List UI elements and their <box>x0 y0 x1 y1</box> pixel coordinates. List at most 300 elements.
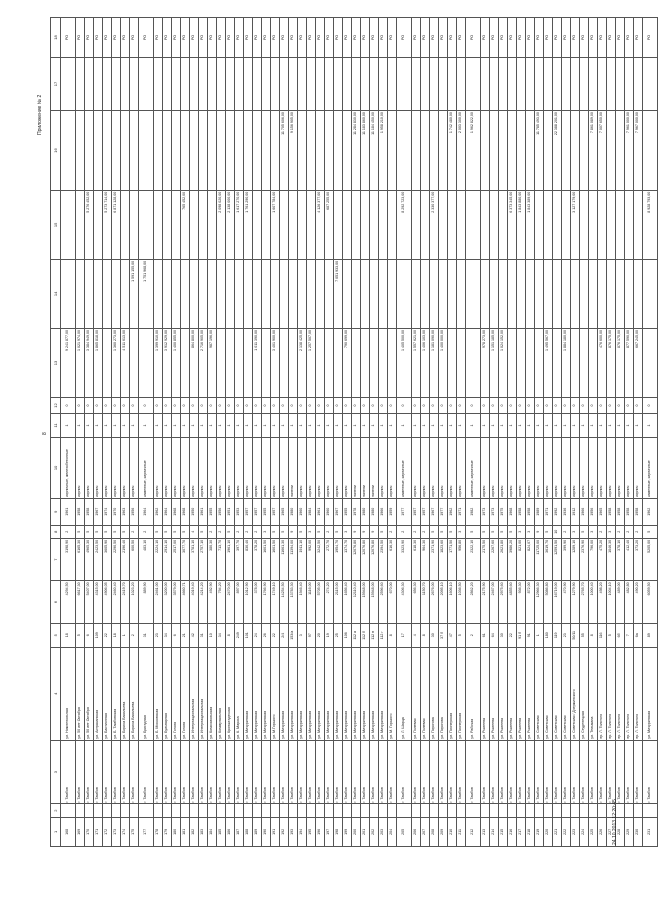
table-cell: 11 184 450,00 <box>370 111 379 191</box>
table-cell: пр. Л. Толстого <box>625 647 634 740</box>
table-cell <box>172 190 181 259</box>
table-cell: 2 716 905,00 <box>199 328 208 397</box>
table-cell <box>448 804 457 817</box>
table-cell <box>343 111 352 191</box>
table-cell <box>130 57 139 110</box>
table-cell: РО <box>421 18 430 58</box>
table-cell <box>262 111 271 191</box>
table-cell: 1023,20 <box>130 581 139 624</box>
table-cell: 5 <box>334 525 343 538</box>
table-cell <box>244 804 253 817</box>
table-cell <box>76 57 85 110</box>
table-cell: 6059,50 <box>643 581 658 624</box>
table-cell: ул. Мичуринская <box>244 647 253 740</box>
table-cell: 1 962 822,00 <box>466 111 481 191</box>
table-cell <box>412 111 421 191</box>
table-cell: пр. Л. Толстого <box>616 647 625 740</box>
table-cell: 897,00 <box>235 581 244 624</box>
table-cell: каменные, кирпичные <box>139 437 154 498</box>
table-cell <box>334 111 343 191</box>
table-cell: 188 <box>244 817 253 846</box>
table-cell: РО <box>181 18 190 58</box>
table-cell <box>163 57 172 110</box>
table-cell: 2 <box>253 525 262 538</box>
table-cell: 9 241 877,00 <box>61 328 76 397</box>
table-cell: РО <box>163 18 172 58</box>
table-row <box>262 18 271 847</box>
table-cell: 119 <box>553 623 562 647</box>
table-cell: кирпич <box>253 437 262 498</box>
table-cell: 8 292 723,00 <box>397 190 412 259</box>
table-cell: 1 <box>439 413 448 437</box>
table-cell: 1 <box>562 413 571 437</box>
table-cell: 1958 <box>625 499 634 526</box>
table-cell: ул. Астраханская <box>94 647 103 740</box>
table-cell: 1964 <box>163 499 172 526</box>
table-cell <box>130 111 139 191</box>
table-cell: РО <box>61 18 76 58</box>
table-cell <box>457 804 466 817</box>
table-cell: 219 <box>535 817 544 846</box>
column-header: 14 <box>51 259 61 328</box>
table-cell <box>343 57 352 110</box>
table-cell: ул. Бастионная <box>103 647 112 740</box>
table-cell <box>499 190 508 259</box>
table-cell: 470,90 <box>562 581 571 624</box>
table-cell: 0 <box>235 398 244 414</box>
table-cell <box>334 804 343 817</box>
table-cell: 4660,71 <box>181 581 190 624</box>
table-cell: кирпич <box>316 437 325 498</box>
table-cell: 207 <box>421 817 430 846</box>
table-cell: 179 <box>163 817 172 846</box>
table-cell: 1955 <box>343 499 352 526</box>
table-cell: 3605,90 <box>103 538 112 581</box>
table-cell: 5 <box>580 525 589 538</box>
table-cell: 1 <box>208 413 217 437</box>
table-cell: 1 <box>388 413 397 437</box>
table-cell: РО <box>307 18 316 58</box>
table-cell: ул. Мичуринская <box>370 647 379 740</box>
table-cell: 2394,50 <box>379 538 388 581</box>
table-cell: г. Тамбов <box>412 740 421 804</box>
table-cell: 15948,00 <box>361 581 370 624</box>
table-cell: 15948,00 <box>370 581 379 624</box>
table-cell <box>121 259 130 328</box>
table-cell: 2419,70 <box>121 581 130 624</box>
table-cell <box>421 111 430 191</box>
table-cell <box>103 259 112 328</box>
table-cell <box>544 259 553 328</box>
table-row <box>517 18 526 847</box>
table-cell: 212 <box>466 817 481 846</box>
table-cell: кирпич <box>103 437 112 498</box>
table-row <box>457 18 466 847</box>
table-cell: 3 <box>526 525 535 538</box>
table-cell <box>85 804 94 817</box>
table-cell: ул. Рылеева <box>526 647 535 740</box>
table-cell: 1 <box>352 413 361 437</box>
table-cell <box>61 259 76 328</box>
table-cell: 2267,60 <box>490 538 499 581</box>
table-cell: 5 <box>643 525 658 538</box>
table-cell <box>388 804 397 817</box>
table-cell: 5 <box>430 525 439 538</box>
table-cell: 2224,10 <box>154 538 163 581</box>
table-cell: г. Тамбов <box>490 740 499 804</box>
table-cell: 20 <box>316 623 325 647</box>
table-cell: кирпич <box>589 437 598 498</box>
table-cell: 1 151 185,00 <box>490 328 499 397</box>
table-cell <box>553 804 562 817</box>
table-cell: РО <box>235 18 244 58</box>
table-cell: 26 <box>262 623 271 647</box>
table-cell: кирпич <box>598 437 607 498</box>
table-cell <box>448 259 457 328</box>
table-cell <box>571 328 580 397</box>
table-cell: 1968 <box>508 499 517 526</box>
table-cell: 1970 <box>112 499 121 526</box>
table-cell: г. Тамбов <box>589 740 598 804</box>
table-cell: 210 <box>448 817 457 846</box>
table-cell: 6 <box>85 623 94 647</box>
table-cell: РО <box>325 18 334 58</box>
table-cell <box>562 259 571 328</box>
table-cell: 1 <box>343 413 352 437</box>
table-cell: 1950 <box>190 499 199 526</box>
table-cell <box>181 259 190 328</box>
table-cell: 0 <box>535 398 544 414</box>
table-cell: 1 <box>172 413 181 437</box>
table-cell: кирпич <box>235 437 244 498</box>
table-cell: 1957 <box>412 499 421 526</box>
table-cell: 5 <box>607 623 616 647</box>
table-cell <box>154 111 163 191</box>
table-cell: 2175,50 <box>481 538 490 581</box>
table-cell <box>307 804 316 817</box>
table-cell: ул. Советская <box>544 647 553 740</box>
table-cell <box>625 57 634 110</box>
table-cell: ул. Мичуринская <box>316 647 325 740</box>
table-cell <box>181 111 190 191</box>
table-cell: РО <box>121 18 130 58</box>
table-row <box>571 18 580 847</box>
table-cell <box>253 57 262 110</box>
table-cell: ул. Пионерская <box>457 647 466 740</box>
table-cell: 821,00 <box>517 538 526 581</box>
table-row <box>412 18 421 847</box>
table-cell <box>589 57 598 110</box>
table-cell <box>535 328 544 397</box>
table-cell <box>217 111 226 191</box>
table-cell <box>526 804 535 817</box>
table-cell: 226 <box>598 817 607 846</box>
print-timestamp: 24.10.2013 12:20:45 <box>612 799 618 845</box>
table-cell: 5705,00 <box>316 581 325 624</box>
table-cell <box>139 111 154 191</box>
table-cell: 877 590,00 <box>625 328 634 397</box>
table-cell <box>553 190 562 259</box>
table-cell: 1967 <box>334 499 343 526</box>
table-cell: 0 <box>253 398 262 414</box>
table-cell: 5 <box>76 623 85 647</box>
table-cell: 876 175,00 <box>607 328 616 397</box>
table-cell: г. Тамбов <box>517 740 526 804</box>
table-cell <box>271 57 280 110</box>
table-cell: 1965 <box>598 499 607 526</box>
table-cell <box>85 259 94 328</box>
table-cell: 8 928 793,00 <box>643 190 658 259</box>
table-row <box>607 18 616 847</box>
table-cell: 1955 <box>208 499 217 526</box>
table-cell <box>172 57 181 110</box>
table-cell: 97 <box>307 623 316 647</box>
table-cell <box>61 111 76 191</box>
table-cell <box>112 259 121 328</box>
table-cell <box>163 259 172 328</box>
table-cell: РО <box>535 18 544 58</box>
table-cell: ул. Рабочая <box>466 647 481 740</box>
table-cell <box>388 259 397 328</box>
table-cell <box>643 57 658 110</box>
table-cell: 1960 <box>325 499 334 526</box>
table-row <box>439 18 448 847</box>
table-cell: 183 <box>199 817 208 846</box>
table-cell: 1 <box>253 413 262 437</box>
table-cell: 0 <box>526 398 535 414</box>
table-cell: 5 <box>379 525 388 538</box>
table-cell: 0 <box>457 398 466 414</box>
table-row <box>154 18 163 847</box>
table-cell: 1 <box>466 413 481 437</box>
table-cell <box>616 259 625 328</box>
table-cell: 1 <box>397 413 412 437</box>
table-cell: 1 <box>526 413 535 437</box>
table-cell <box>163 111 172 191</box>
table-cell: 1977 <box>397 499 412 526</box>
table-cell <box>553 259 562 328</box>
table-cell: 5086,80 <box>544 581 553 624</box>
table-cell <box>121 57 130 110</box>
table-cell: кирпич <box>526 437 535 498</box>
table-cell: 2371,90 <box>430 538 439 581</box>
table-cell: ул. Мичуринская <box>643 647 658 740</box>
table-cell <box>616 111 625 191</box>
column-header: 18 <box>51 18 61 58</box>
table-cell <box>190 259 199 328</box>
table-cell: г. Тамбов <box>544 740 553 804</box>
table-cell: 5 <box>466 525 481 538</box>
table-cell: 0 <box>598 398 607 414</box>
table-cell: РО <box>616 18 625 58</box>
table-cell <box>466 259 481 328</box>
table-cell: 1 <box>448 413 457 437</box>
table-cell: 1962 <box>154 499 163 526</box>
table-cell: 3 <box>298 623 307 647</box>
table-cell: 1 <box>190 413 199 437</box>
table-cell: ул. Полевая <box>412 647 421 740</box>
table-cell <box>397 57 412 110</box>
table-cell: каменные, кирпичные <box>643 437 658 498</box>
table-cell: РО <box>643 18 658 58</box>
table-row <box>598 18 607 847</box>
table-cell: г. Тамбов <box>163 740 172 804</box>
table-cell <box>307 57 316 110</box>
table-cell: ул. Советская <box>562 647 571 740</box>
table-cell: 222 <box>562 817 571 846</box>
table-cell: 0 <box>325 398 334 414</box>
table-cell <box>439 259 448 328</box>
table-cell: 1 <box>244 413 253 437</box>
table-cell: пр. Л. Толстого <box>598 647 607 740</box>
table-cell: 42 <box>190 623 199 647</box>
table-cell: г. Тамбов <box>616 740 625 804</box>
table-cell: 5 276 452,00 <box>85 190 94 259</box>
table-cell <box>163 804 172 817</box>
table-cell: 378,00 <box>253 581 262 624</box>
column-header: 10 <box>51 437 61 498</box>
table-cell <box>325 804 334 817</box>
table-cell: 5407,00 <box>85 581 94 624</box>
table-cell: 1 <box>643 413 658 437</box>
table-row <box>388 18 397 847</box>
table-cell: 1 <box>217 413 226 437</box>
table-cell: г. Тамбов <box>76 740 85 804</box>
table-cell: 5 <box>544 525 553 538</box>
table-cell: 1958 <box>616 499 625 526</box>
table-cell: 4 <box>190 525 199 538</box>
table-cell <box>499 804 508 817</box>
table-cell: РО <box>262 18 271 58</box>
table-row <box>379 18 388 847</box>
table-row <box>253 18 262 847</box>
table-cell <box>490 57 499 110</box>
table-cell: 1962 <box>643 499 658 526</box>
table-cell: 1966 <box>379 499 388 526</box>
table-cell: г. Тамбов <box>571 740 580 804</box>
table-cell: РО <box>607 18 616 58</box>
table-cell: 2 <box>208 525 217 538</box>
table-row <box>535 18 544 847</box>
table-cell: 1 <box>634 413 643 437</box>
table-cell: 790 699,00 <box>343 328 352 397</box>
table-cell: г. Тамбов <box>172 740 181 804</box>
table-cell: 5 <box>112 525 121 538</box>
table-cell: РО <box>508 18 517 58</box>
table-cell: 0 <box>508 398 517 414</box>
table-cell: 0 <box>139 398 154 414</box>
table-cell: 1956 <box>589 499 598 526</box>
table-cell: 6617,30 <box>76 581 85 624</box>
table-cell: кирпич <box>325 437 334 498</box>
table-cell: 2470,00 <box>226 581 235 624</box>
table-cell: 687 255,00 <box>325 190 334 259</box>
table-row <box>508 18 517 847</box>
table-cell: 1 <box>589 413 598 437</box>
table-cell: 1279,90 <box>571 581 580 624</box>
table-cell <box>412 259 421 328</box>
table-cell: 1962 <box>448 499 457 526</box>
table-cell: г. Тамбов <box>121 740 130 804</box>
table-cell: РО <box>217 18 226 58</box>
table-cell: ул. Мичуринская <box>262 647 271 740</box>
table-cell <box>517 259 526 328</box>
table-cell: 1 257 507,00 <box>307 328 316 397</box>
table-cell <box>466 190 481 259</box>
table-cell: ул. Мичуринская <box>352 647 361 740</box>
table-cell <box>76 259 85 328</box>
table-cell: 0 <box>616 398 625 414</box>
table-cell <box>508 804 517 817</box>
table-cell: 1 399 910,00 <box>154 328 163 397</box>
table-cell: 1 400 855,00 <box>172 328 181 397</box>
table-cell: 1 <box>271 413 280 437</box>
table-cell: ул. Рылеева <box>517 647 526 740</box>
table-cell: 1 <box>334 413 343 437</box>
table-cell: г. Тамбов <box>217 740 226 804</box>
table-cell: 713,70 <box>217 538 226 581</box>
table-cell <box>61 190 76 259</box>
table-cell: 11394,00 <box>289 538 298 581</box>
table-cell: 10 <box>553 525 562 538</box>
table-row <box>370 18 379 847</box>
table-cell: 8 <box>388 623 397 647</box>
table-cell <box>481 259 490 328</box>
table-cell: 0 <box>361 398 370 414</box>
table-cell: 1958 <box>634 499 643 526</box>
table-cell: каменные, кирпичные <box>397 437 412 498</box>
table-cell: г. Тамбов <box>535 740 544 804</box>
table-cell: ул. Гоголя <box>172 647 181 740</box>
table-cell: 204 <box>388 817 397 846</box>
table-cell: ул. Интернациональная <box>199 647 208 740</box>
table-cell <box>544 190 553 259</box>
table-cell: 22 <box>508 623 517 647</box>
table-cell: 1960 <box>298 499 307 526</box>
table-row <box>481 18 490 847</box>
table-cell: г. Тамбов <box>289 740 298 804</box>
column-header: 2 <box>51 804 61 817</box>
table-row <box>526 18 535 847</box>
table-cell: РО <box>517 18 526 58</box>
table-cell: 24 <box>253 623 262 647</box>
table-cell <box>544 804 553 817</box>
table-row <box>130 18 139 847</box>
table-cell: 1289,10 <box>571 538 580 581</box>
table-cell: 5 <box>271 525 280 538</box>
table-cell: 228 <box>616 817 625 846</box>
table-cell: РО <box>634 18 643 58</box>
table-row <box>85 18 94 847</box>
table-row <box>235 18 244 847</box>
table-cell: ул. 50 лет Октября <box>85 647 94 740</box>
table-row <box>226 18 235 847</box>
table-cell: 47 <box>448 623 457 647</box>
table-cell <box>199 57 208 110</box>
table-cell: 5 <box>481 525 490 538</box>
table-cell: 1959 <box>388 499 397 526</box>
table-cell: 1957 <box>421 499 430 526</box>
table-cell <box>625 804 634 817</box>
table-cell: ул. Советская <box>553 647 562 740</box>
table-cell <box>271 804 280 817</box>
table-cell <box>598 259 607 328</box>
table-cell <box>280 328 289 397</box>
table-cell: 7 051 933,00 <box>334 259 343 328</box>
table-cell <box>334 190 343 259</box>
table-cell <box>634 804 643 817</box>
table-cell <box>172 259 181 328</box>
